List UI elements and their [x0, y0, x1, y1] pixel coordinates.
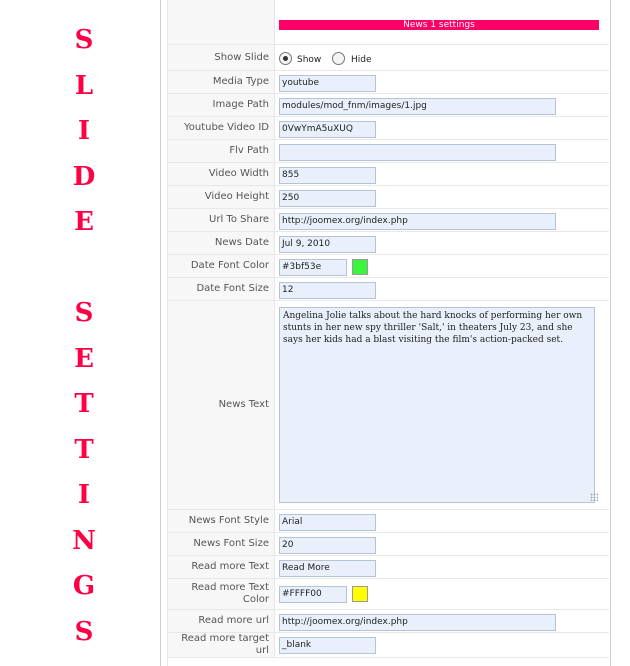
date-font-color-input[interactable]: #3bf53e [279, 259, 347, 276]
side-title-letter: D [72, 161, 96, 192]
row-video-height [168, 186, 609, 209]
field-label: News Font Size [168, 533, 275, 555]
row-youtube-id [168, 117, 609, 140]
field-label: Media Type [168, 71, 275, 93]
row-read-more-target [168, 633, 609, 658]
header-row [168, 0, 609, 45]
field-label: Date Font Color [168, 255, 275, 277]
row-read-more-color [168, 579, 609, 610]
image-path-input[interactable]: modules/mod_fnm/images/1.jpg [279, 98, 556, 115]
hide-radio[interactable] [332, 52, 345, 65]
side-title-letter: S [74, 616, 94, 647]
field-label: News Text [168, 301, 275, 509]
row-media-type [168, 71, 609, 94]
row-flv-path [168, 140, 609, 163]
side-title-letter: S [74, 298, 94, 328]
side-title-letter: I [77, 116, 91, 146]
side-title-letter: G [72, 571, 96, 601]
youtube-id-input[interactable]: 0VwYmA5uXUQ [279, 121, 376, 138]
side-title-letter: I [77, 480, 91, 510]
field-label: Date Font Size [168, 278, 275, 300]
row-news-date [168, 232, 609, 255]
side-title-letter: E [74, 343, 94, 374]
row-date-font-size [168, 278, 609, 301]
read-more-color-swatch[interactable] [352, 586, 368, 602]
read-more-target-input[interactable]: _blank [279, 637, 376, 654]
field-label: Video Height [168, 186, 275, 208]
field-label: Read more target url [168, 633, 275, 657]
field-label: Video Width [168, 163, 275, 185]
news-font-size-input[interactable]: 20 [279, 537, 376, 554]
side-title-letter: E [74, 207, 94, 237]
read-more-text-input[interactable]: Read More [279, 560, 376, 577]
row-read-more-url [168, 610, 609, 633]
resize-grip-icon[interactable] [590, 493, 598, 501]
row-show-slide [168, 45, 609, 71]
video-height-input[interactable]: 250 [279, 190, 376, 207]
news-date-input[interactable]: Jul 9, 2010 [279, 236, 376, 253]
field-label: Read more Text [168, 556, 275, 578]
field-label: Read more url [168, 610, 275, 632]
side-title-letter: T [74, 434, 94, 465]
date-color-swatch[interactable] [352, 259, 368, 275]
field-label: Youtube Video ID [168, 117, 275, 139]
row-video-width [168, 163, 609, 186]
media-type-input[interactable]: youtube [279, 75, 376, 92]
news-font-style-input[interactable]: Arial [279, 514, 376, 531]
field-label: News Font Style [168, 510, 275, 532]
row-image-path [168, 94, 609, 117]
flv-path-input[interactable] [279, 144, 556, 161]
side-title-letter: N [72, 525, 96, 556]
field-label: Image Path [168, 94, 275, 116]
row-url-share [168, 209, 609, 232]
side-title-letter: T [74, 389, 94, 419]
field-label: News Date [168, 232, 275, 254]
video-width-input[interactable]: 855 [279, 167, 376, 184]
field-label: Show Slide [168, 45, 275, 70]
read-more-color-input[interactable]: #FFFF00 [279, 586, 347, 603]
row-news-font-size [168, 533, 609, 556]
field-label: Url To Share [168, 209, 275, 231]
side-title-letter: S [74, 25, 94, 55]
url-share-input[interactable]: http://joomex.org/index.php [279, 213, 556, 230]
row-news-text [168, 301, 609, 510]
row-date-font-color [168, 255, 609, 278]
field-label: Flv Path [168, 140, 275, 162]
date-font-size-input[interactable]: 12 [279, 282, 376, 299]
row-news-font-style [168, 510, 609, 533]
section-header: News 1 settings [279, 20, 599, 30]
field-label: Read more Text Color [168, 579, 275, 609]
side-title [60, 18, 108, 655]
row-read-more-text [168, 556, 609, 579]
show-radio[interactable] [279, 52, 292, 65]
show-label: Show [297, 55, 322, 65]
read-more-url-input[interactable]: http://joomex.org/index.php [279, 614, 556, 631]
hide-label: Hide [351, 55, 372, 65]
settings-panel [160, 0, 611, 666]
news-text-area[interactable]: Angelina Jolie talks about the hard knocks of performing her own stunts in her new spy thriller 'Salt,' in theaters July 23, and she says her kids had a blast visiting the film's action-packed set. [279, 307, 595, 503]
side-title-letter: L [74, 70, 94, 101]
